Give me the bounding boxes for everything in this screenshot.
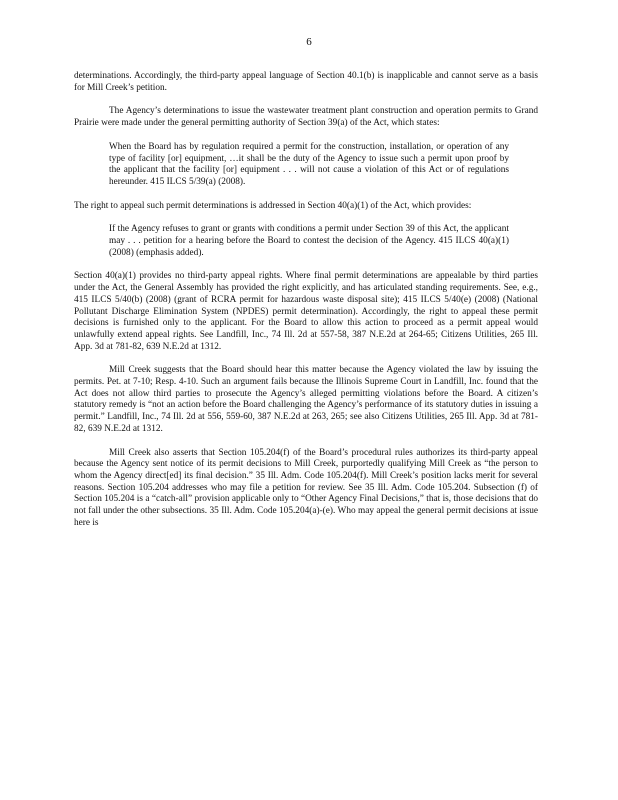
paragraph-no-third-party-rights: Section 40(a)(1) provides no third-party appeal rights. Where final permit determinations are appealable by third parties under the Act, the General Assembly has provided the right explicitly, and has articulated standing requirements. See, e.g., 415 ILCS 5/40(b) (2008) (grant of RCRA permit for hazardous waste disposal site); 415 ILCS 5/40(e) (2008) (National Pollutant Discharge Elimination System (NPDES) permit determination). Accordingly, the right to appeal these permit decisions is furnished only to the applicant. For the Board to allow this action to proceed as a permit appeal would unlawfully extend appeal rights. See Landfill, Inc., 74 Ill. 2d at 557-58, 387 N.E.2d at 264-65; Citizens Utilities, 265 Ill. App. 3d at 781-82, 639 N.E.2d at 1312. [74,271,538,352]
block-quote-section-39a: When the Board has by regulation required a permit for the construction, installation, or operation of any type of facility [or] equipment, …it shall be the duty of the Agency to issue such a permit upon proof by the applicant that the facility [or] equipment . . . will not cause a violation of this Act or of regulations hereunder. 415 ILCS 5/39(a) (2008). [109,141,509,187]
block-quote-section-40a1: If the Agency refuses to grant or grants with conditions a permit under Section 39 of this Act, the applicant may . . . petition for a hearing before the Board to contest the decision of the Agency. 415 ILCS 40(a)(1) (2008) (emphasis added). [109,224,509,258]
paragraph-right-to-appeal: The right to appeal such permit determinations is addressed in Section 40(a)(1) of the Act, which provides: [74,200,472,211]
paragraph-continuation: determinations. Accordingly, the third-party appeal language of Section 40.1(b) is inapplicable and cannot serve as a basis for Mill Creek’s petition. [74,71,538,93]
paragraph-agency-determinations: The Agency’s determinations to issue the wastewater treatment plant construction and operation permits to Grand Prairie were made under the general permitting authority of Section 39(a) of the Act, which states: [74,106,538,129]
document-body [74,71,538,530]
paragraph-mill-creek-asserts: Mill Creek also asserts that Section 105.204(f) of the Board’s procedural rules authorizes its third-party appeal because the Agency sent notice of its permit decisions to Mill Creek, purportedly qualifying Mill Creek as “the person to whom the Agency direct[ed] its final decision.” 35 Ill. Adm. Code 105.204(f). Mill Creek’s position lacks merit for several reasons. Section 105.204 addresses who may file a petition for review. See 35 Ill. Adm. Code 105.204. Subsection (f) of Section 105.204 is a “catch-all” provision applicable only to “Other Agency Final Decisions,” that is, those decisions that do not fall under the other subsections. 35 Ill. Adm. Code 105.204(a)-(e). Who may appeal the general permit decisions at issue here is [74,447,538,528]
paragraph-mill-creek-suggests: Mill Creek suggests that the Board should hear this matter because the Agency violated the law by issuing the permits. Pet. at 7-10; Resp. 4-10. Such an argument fails because the Illinois Supreme Court in Landfill, Inc. found that the Act does not allow third parties to prosecute the Agency’s alleged permitting violations before the Board. A citizen’s statutory remedy is “not an action before the Board challenging the Agency’s performance of its statutory duties in issuing a permit.” Landfill, Inc., 74 Ill. 2d at 556, 559-60, 387 N.E.2d at 263, 265; see also Citizens Utilities, 265 Ill. App. 3d at 781-82, 639 N.E.2d at 1312. [74,365,538,434]
page-number: 6 [306,36,312,48]
